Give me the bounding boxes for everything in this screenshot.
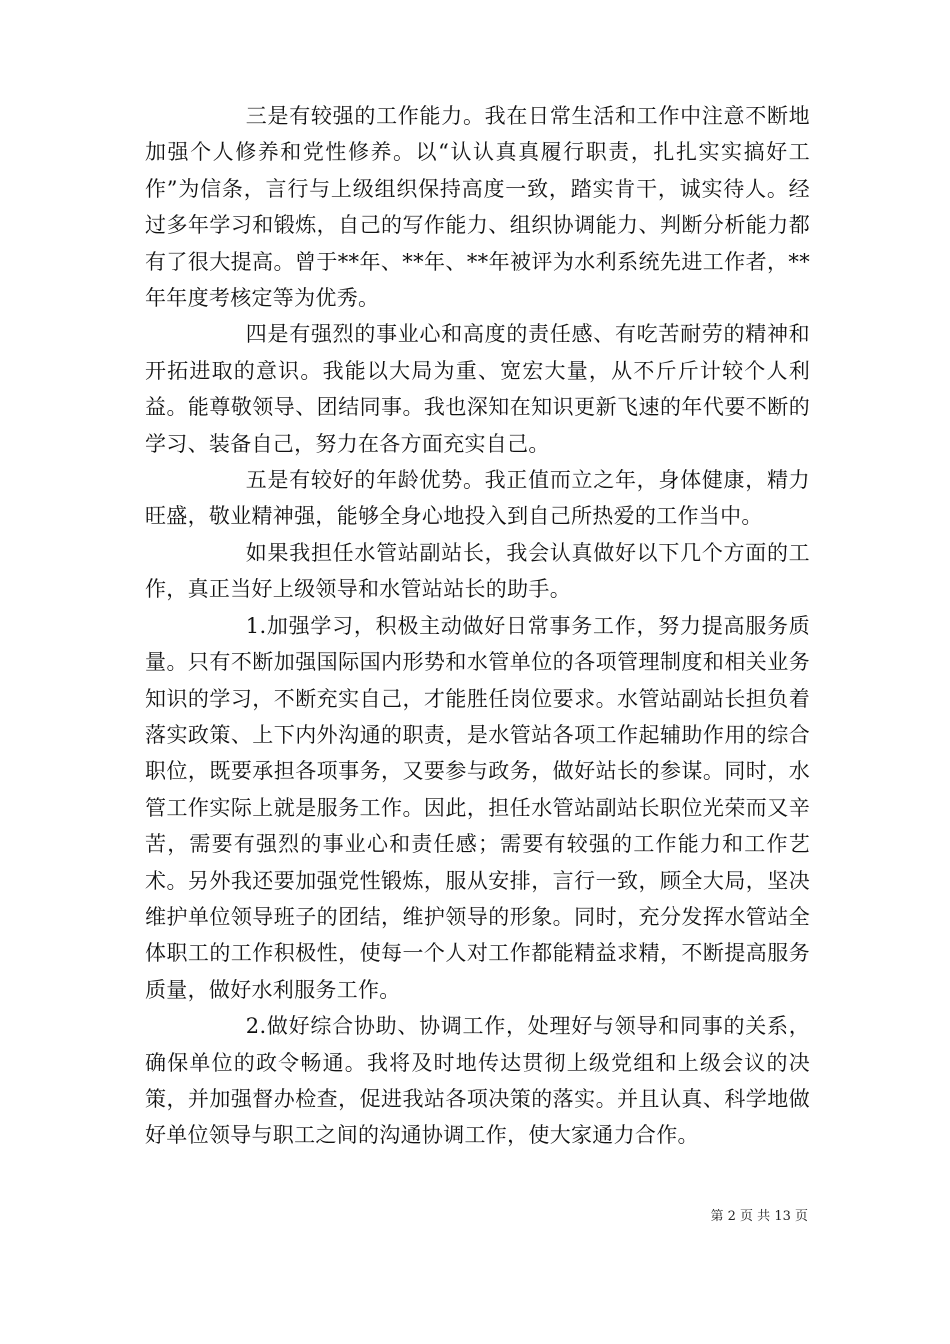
paragraph-point-1: 1.加强学习，积极主动做好日常事务工作，努力提高服务质量。只有不断加强国际国内形势和水管单位的各项管理制度和相关业务知识的学习，不断充实自己，才能胜任岗位要求。水管站副站长担负着落实政策、上下内外沟通的职责，是水管站各项工作起辅助作用的综合职位，既要承担各项事务，又要参与政务，做好站长的参谋。同时，水管工作实际上就是服务工作。因此，担任水管站副站长职位光荣而又辛苦，需要有强烈的事业心和责任感；需要有较强的工作能力和工作艺术。另外我还要加强党性锻炼，服从安排，言行一致，顾全大局，坚决维护单位领导班子的团结，维护领导的形象。同时，充分发挥水管站全体职工的工作积极性，使每一个人对工作都能精益求精，不断提高服务质量，做好水利服务工作。 [145,613,810,1002]
paragraph-age-advantage: 五是有较好的年龄优势。我正值而立之年，身体健康，精力旺盛，敬业精神强，能够全身心地投入到自己所热爱的工作当中。 [145,468,810,529]
paragraph-point-2: 2.做好综合协助、协调工作，处理好与领导和同事的关系，确保单位的政令畅通。我将及时地传达贯彻上级党组和上级会议的决策，并加强督办检查，促进我站各项决策的落实。并且认真、科学地做好单位领导与职工之间的沟通协调工作，使大家通力合作。 [145,1014,810,1148]
page-number-footer: 第 2 页 共 13 页 [710,1209,808,1224]
document-body [145,98,810,1154]
paragraph-if-appointed: 如果我担任水管站副站长，我会认真做好以下几个方面的工作，真正当好上级领导和水管站站长的助手。 [145,540,810,602]
paragraph-responsibility: 四是有强烈的事业心和高度的责任感、有吃苦耐劳的精神和开拓进取的意识。我能以大局为重、宽宏大量，从不斤斤计较个人利益。能尊敬领导、团结同事。我也深知在知识更新飞速的年代要不断的学习、装备自己，努力在各方面充实自己。 [145,322,810,456]
paragraph-ability: 三是有较强的工作能力。我在日常生活和工作中注意不断地加强个人修养和党性修养。以“认认真真履行职责，扎扎实实搞好工作”为信条，言行与上级组织保持高度一致，踏实肯干，诚实待人。经过多年学习和锻炼，自己的写作能力、组织协调能力、判断分析能力都有了很大提高。曾于**年、**年、**年被评为水利系统先进工作者，**年年度考核定等为优秀。 [145,104,810,311]
